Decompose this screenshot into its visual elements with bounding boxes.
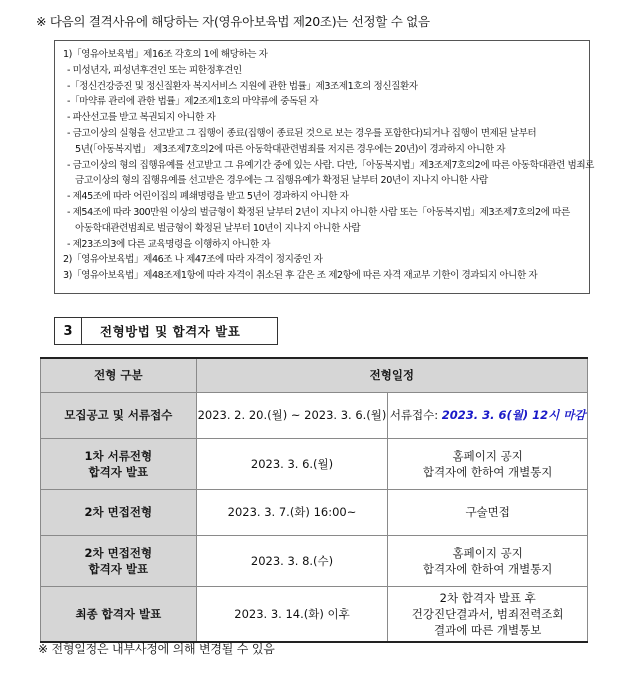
row-label: 모집공고 및 서류접수 [41,392,197,438]
schedule-table [40,357,588,643]
row-label: 최종 합격자 발표 [41,586,197,642]
header-category: 전형 구분 [41,358,197,392]
table-header-row [41,358,588,392]
row-date: 2023. 2. 20.(월) ~ 2023. 3. 6.(월) [196,392,388,438]
table-row [41,438,588,489]
row-date: 2023. 3. 14.(화) 이후 [196,586,388,642]
disqualification-item: - 제45조에 따라 어린이집의 폐쇄명령을 받고 5년이 경과하지 아니한 자 [67,191,349,203]
table-row [41,392,588,438]
disqualification-item: - 파산선고를 받고 복권되지 아니한 자 [67,112,216,124]
row-date: 2023. 3. 7.(화) 16:00~ [196,489,388,535]
row-info: 구술면접 [388,489,588,535]
disqualification-item: -「마약류 관리에 관한 법률」제2조제1호의 마약류에 중독된 자 [67,96,319,108]
info-line: 합격자에 한하여 개별통지 [422,561,553,576]
disqualification-item: - 미성년자, 피성년후견인 또는 피한정후견인 [67,64,242,76]
disqualification-item: 금고이상의 형의 집행유예를 선고받은 경우에는 그 집행유예가 확정된 날부터 20년이 지나지 아니한 사람 [75,175,488,187]
disqualification-item: 2)「영유아보육법」제46조 나 제47조에 따라 자격이 정지중인 자 [63,254,323,266]
disqualification-item: 1)「영유아보육법」제16조 각호의 1에 해당하는 자 [63,49,268,60]
disqualification-item: - 금고이상의 형의 집행유예를 선고받고 그 유예기간 중에 있는 사람. 다만,「아동복지법」제3조제7호의2에 따른 아동학대관련 범죄로 [67,159,594,171]
label-line: 합격자 발표 [88,561,149,576]
row-date: 2023. 3. 6.(월) [196,438,388,489]
disqualification-item: - 금고이상의 실형을 선고받고 그 집행이 종료(집행이 종료된 것으로 보는 경우를 포함한다)되거나 집행이 면제된 날부터 [67,127,537,139]
info-line: 건강진단결과서, 범죄전력조회 [411,606,564,621]
row-info [388,586,588,642]
disqualification-item: - 제54조에 따라 300만원 이상의 벌금형이 확정된 날부터 2년이 지나지 아니한 사람 또는「아동복지법」제3조제7호의2에 따른 [67,206,570,218]
disqualification-item: 아동학대관련범죄로 벌금형이 확정된 날부터 10년이 지나지 아니한 사람 [75,222,361,234]
schedule-change-note: ※ 전형일정은 내부사정에 의해 변경될 수 있음 [38,642,275,656]
table-row [41,489,588,535]
section-number: 3 [54,317,82,345]
table-row [41,535,588,586]
label-line: 1차 서류전형 [84,448,153,463]
row-label [41,438,197,489]
info-line: 홈페이지 공지 [452,545,523,560]
header-schedule: 전형일정 [196,358,587,392]
row-info [388,535,588,586]
info-prefix: 서류접수: [389,408,442,422]
disqualification-note: ※ 다음의 결격사유에 해당하는 자(영유아보육법 제20조)는 선정할 수 없음 [36,14,430,29]
info-line: 2차 합격자 발표 후 [439,590,536,605]
table-row [41,586,588,642]
info-line: 합격자에 한하여 개별통지 [422,464,553,479]
disqualification-item: -「정신건강증진 및 정신질환자 복지서비스 지원에 관한 법률」제3조제1호의 정신질환자 [67,80,418,92]
row-info [388,392,588,438]
label-line: 합격자 발표 [88,464,149,479]
row-label [41,535,197,586]
row-label: 2차 면접전형 [41,489,197,535]
deadline-text: 2023. 3. 6(월) 12시 마감 [441,408,586,422]
section-title: 전형방법 및 합격자 발표 [82,317,278,345]
section-header [54,317,278,345]
row-info [388,438,588,489]
disqualification-box [54,40,594,294]
info-line: 홈페이지 공지 [452,448,523,463]
info-line: 결과에 따른 개별통보 [434,622,542,637]
disqualification-item: 5년(「아동복지법」 제3조제7호의2에 따른 아동학대관련범죄를 저지른 경우에는 20년)이 경과하지 아니한 자 [75,143,506,155]
disqualification-item: 3)「영유아보육법」제48조제1항에 따라 자격이 취소된 후 같은 조 제2항에 따른 자격 재교부 기한이 경과되지 아니한 자 [63,270,538,282]
disqualification-item: - 제23조의3에 다른 교육명령을 이행하지 아니한 자 [67,238,271,250]
row-date: 2023. 3. 8.(수) [196,535,388,586]
label-line: 2차 면접전형 [84,545,153,560]
